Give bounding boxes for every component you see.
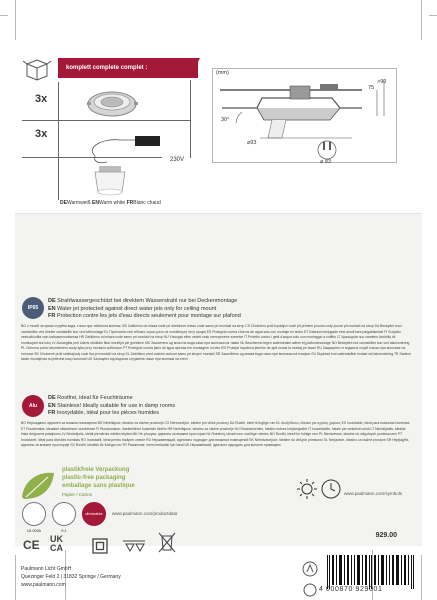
beam-angle-caption: 9,1 — [61, 528, 67, 533]
company-street: Quezinger Feld 2 | 31832 Springe / Germany — [21, 574, 121, 580]
recycling-leaf-icon — [18, 467, 58, 505]
crop-mark — [0, 15, 8, 16]
technical-drawing — [212, 68, 397, 163]
ean-barcode — [325, 555, 417, 589]
recessed-lamp-icon — [85, 86, 140, 120]
box-icon — [22, 56, 52, 82]
unit-label: (mm) — [216, 70, 229, 76]
dimension-clearance: >90 — [377, 79, 387, 85]
plastic-free-en: plastic-free packaging — [62, 475, 126, 481]
crop-mark — [15, 0, 16, 40]
plastic-free-sub: Papier / Carton — [62, 492, 93, 497]
dimension-diameter: ⌀93 — [247, 140, 257, 146]
cutout-diameter: ⌀ 83 — [320, 159, 331, 165]
class-ii-icon — [92, 538, 108, 554]
crop-mark — [429, 15, 437, 16]
plastic-free-de: plastikfreie Verpackung — [62, 467, 130, 473]
dimension-depth: 75 — [368, 85, 375, 91]
tidyman-icon — [302, 560, 318, 578]
quantity-bulb: 3x — [35, 128, 48, 140]
divider-line — [190, 80, 191, 158]
indoor-use-icon — [122, 538, 146, 554]
dimension-angle: 30° — [221, 117, 230, 123]
light-color-text: DEWarmweiß ENWarm white FRBlanc chaud — [60, 200, 161, 206]
dimmable-icon: dimmable — [82, 502, 106, 526]
recycle-icon — [302, 582, 318, 598]
beam-angle-icon — [52, 502, 76, 526]
divider-line — [58, 82, 59, 200]
alu-title: DE Rostfrei, ideal für Feuchträume EN Stainless! Ideally suitable for use in damp rooms FR Inoxydable, idéal pour les pièces humides — [48, 395, 176, 416]
plastic-free-fr: emballage sans plastique — [62, 483, 135, 489]
banner-tail — [190, 58, 200, 78]
crop-mark — [421, 0, 422, 40]
clock-icon — [320, 478, 342, 500]
quantity-lamp: 3x — [35, 93, 48, 105]
ce-mark: CE — [23, 538, 40, 552]
contents-banner: komplett complete complet : — [58, 58, 198, 78]
ip65-icon: IP65 — [22, 297, 44, 319]
weee-bin-icon — [158, 532, 176, 554]
article-number: 929.00 — [375, 532, 397, 539]
crop-mark — [15, 555, 16, 600]
bulb-with-cable-icon — [75, 126, 165, 196]
company-name: Paulmann Licht GmbH — [21, 566, 72, 572]
barcode-number: 4 000870 929001 — [319, 586, 383, 593]
ukca-mark: UK CA — [50, 534, 63, 553]
sun-icon — [296, 478, 318, 500]
alu-translations: BG Неръждаем, идеален за влажни помещения BS Nehrđajuće, idealno za vlažne prostorije CS Nerezavějící, ideální pro vlhké prostory DA Rustfri, ideel til fugtige rum EL Ανοξείδωτο, ιδανικό για υγρούς χώρους ES Inoxidable, ideal para estancias húmedas ET Roostevaba, ideaalne niisketesse ruumidesse FI Ruostumaton, ihanteellinen kosteisiin tiloihin HR Nehrđajuće, idealno za vlažne prostorije HU Rozsdamentes, ideális nedves helyiségekbe IT Inossidabile, ideale per ambienti umidi LT Nerūdijantis, idealiai tinka drėgnoms patalpoms LV Nerūsējošs, ideāli piemērots mitrām telpām MK Не рѓосува, идеално за влажни простории NL Roestvrij, ideaal voor vochtige ruimtes NO Rustfri, ideell for fuktige rom PL Nierdzewne, idealne do wilgotnych pomieszczeń PT Inoxidável, ideal para divisões húmidas RO Inoxidabil, ideal pentru încăperi umede RU Нержавеющий, идеально подходит для влажных помещений SK Nehrdzavejúce, ideálne do vlhkých priestorov SL Nerjaveče, idealno za vlažne prostore SR Нерђајуће, идеално за влажне просторије SV Rostfri, idealisk för fuktiga rum TR Paslanmaz, nemli mekanlar için ideal UK Нержавіючий, ідеально підходить для вологих приміщень — [21, 421, 410, 447]
product-data-url[interactable]: www.paulmann.com/productdata — [112, 511, 178, 516]
symbols-url[interactable]: www.paulmann.com/symbols — [344, 491, 403, 496]
ip-title: DE Strahlwassergeschützt bei direktem Wasserstrahl nur bei Deckenmontage EN Water jet protected against direct water jets only for ceiling mount FR Protection contre les jets d'eau directs seulement pour montage sur plafond — [48, 298, 241, 319]
lifetime-caption: 15.000h — [26, 528, 42, 533]
ip-translations: BG с лъчей за пряка струйна вода, тонко при таблична монтаж. BS Zaštićeno od mlaza vode pri direktnom mlazu vode samo pri montaži na strop CS Chráněno proti tryskající vodě při přímém proudu vody pouze při montáži na strop DA Beskyttet mod vandstråler ved direkte vandstråle kun ved loftmontage EL Προστασία από πίδακες νερού μόνο σε τοποθέτηση στην οροφή ES Protegido contra chorros de agua solo con montaje en techo ET Kaitstud veejugade eest ainult laes paigaldamisel FI Suojattu vesisuihkuilta vain kattoasennuksessa HR Zaštićeno od mlaza vode samo pri montaži na strop HU Vízsugár ellen védett csak mennyezetre szerelve IT Protetto contro i getti d'acqua solo con montaggio a soffitto LT Apsaugota nuo vandens čiurkšlių tik montuojant ant lubų LV Aizsargāts pret ūdens strūklām tikai montējot pie griestiem MK Заштитено од млаз на вода само при монтажа на таван NL Beschermd tegen waterstralen alleen bij plafondmontage NO Beskyttet mot vannstråler kun ved takmontering PL Ochrona przed strumieniem wody tylko przy montażu sufitowym PT Protegido contra jatos de água apenas em montagem no teto RO Protejat împotriva jeturilor de apă numai la montaj pe tavan RU Защищено от водяных струй только при монтаже на потолке SK Chránené proti striekajúcej vode iba pri montáži na strop SL Zaščiteno pred vodnim curkom samo pri stropni montaži SR Заштићено од млаза воде само при монтажи на плафон SV Skyddad mot vattenstrålar endast vid takmontering TR Sadece tavan montajında su jetlerine karşı korumalı UK Захищено від водяних струменів лише при монтажі на стелі — [21, 324, 411, 361]
divider-line — [22, 120, 190, 121]
company-website[interactable]: www.paulmann.com — [21, 582, 66, 588]
aluminium-icon: Alu — [22, 395, 44, 417]
crop-mark — [421, 555, 422, 600]
voltage-label: 230V — [170, 157, 185, 163]
lifetime-icon — [22, 502, 46, 526]
